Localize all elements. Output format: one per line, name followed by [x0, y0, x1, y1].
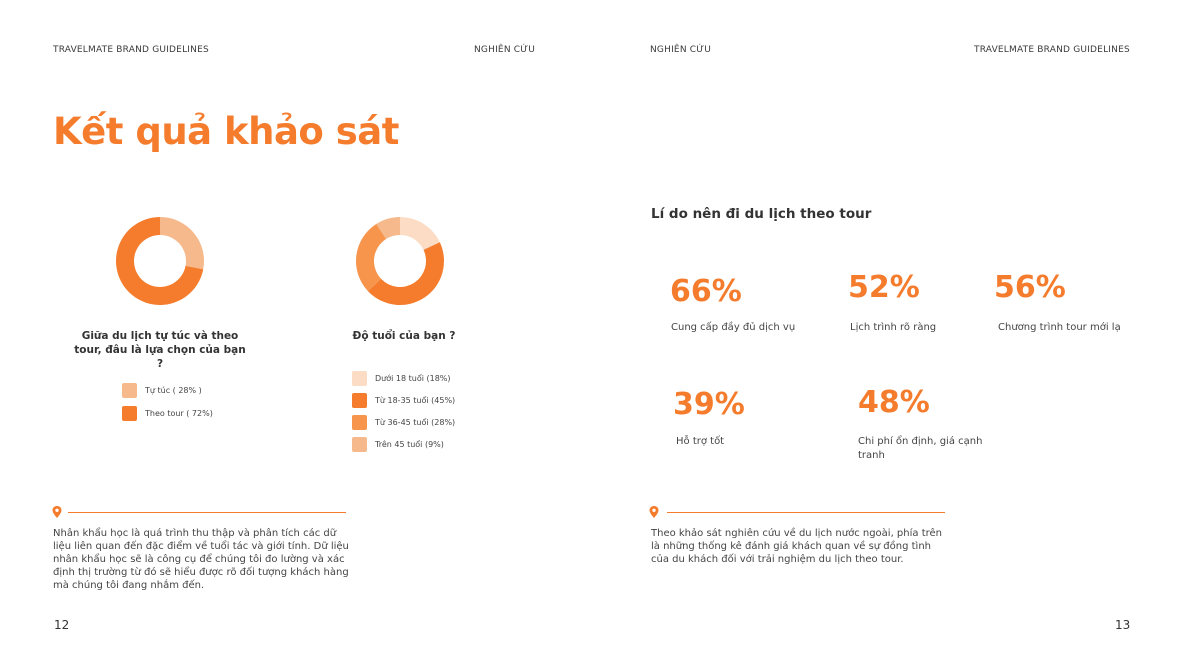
left-paragraph: Nhân khẩu học là quá trình thu thập và phân tích các dữ liệu liên quan đến đặc điểm về tuổi tác và giới tính. Dữ liệu nhân khẩu học sẽ là công cụ để chúng tôi đo lường và xác định thị trường từ đó sẽ hiểu được rõ đối tượng khách hàng mà chúng tôi đang nhắm đến. [53, 528, 349, 591]
stat-value: 52% [848, 270, 920, 305]
donut-chart-age [354, 215, 446, 307]
page-number-left: 12 [54, 618, 70, 632]
legend-swatch [352, 437, 367, 452]
legend-label: Trên 45 tuổi (9%) [375, 439, 444, 449]
stat-label: Chi phí ổn định, giá cạnh tranh [858, 436, 983, 461]
legend-label: Theo tour ( 72%) [145, 408, 213, 418]
legend-label: Từ 36-45 tuổi (28%) [375, 417, 456, 427]
stat-item [673, 387, 745, 422]
right-header-section: NGHIÊN CỨU [650, 45, 712, 55]
left-header-brand: TRAVELMATE BRAND GUIDELINES [53, 45, 209, 55]
legend-item [122, 405, 213, 421]
location-pin-icon [647, 505, 661, 519]
donut-slice-1 [368, 242, 444, 305]
stat-value: 66% [670, 274, 742, 309]
right-header-brand: TRAVELMATE BRAND GUIDELINES [974, 45, 1130, 55]
donut-chart-tour-choice [114, 215, 206, 307]
legend-label: Từ 18-35 tuổi (45%) [375, 395, 456, 405]
legend-item [352, 414, 455, 430]
stat-value: 39% [673, 387, 745, 422]
donut-slice-0 [400, 217, 440, 250]
right-subtitle: Lí do nên đi du lịch theo tour [651, 206, 872, 222]
chart1-question: Giữa du lịch tự túc và theo tour, đâu là lựa chọn của bạn ? [74, 330, 246, 370]
legend-item [122, 382, 213, 398]
legend-item [352, 392, 455, 408]
legend-swatch [352, 393, 367, 408]
legend-swatch [352, 371, 367, 386]
legend-swatch [122, 383, 137, 398]
chart2-question: Độ tuổi của bạn ? [352, 330, 456, 342]
stat-item [858, 385, 930, 420]
stat-item [848, 270, 920, 305]
legend-swatch [352, 415, 367, 430]
stat-value: 56% [994, 270, 1066, 305]
chart1-legend [122, 382, 213, 421]
legend-label: Tự túc ( 28% ) [145, 385, 202, 395]
legend-item [352, 370, 455, 386]
stat-label: Cung cấp đầy đủ dịch vụ [671, 322, 796, 333]
chart2-legend [352, 370, 455, 452]
stat-label: Hỗ trợ tốt [676, 436, 725, 447]
divider-line [667, 512, 945, 513]
right-paragraph: Theo khảo sát nghiên cứu về du lịch nước ngoài, phía trên là những thống kê đánh giá khách quan về sự đồng tình của du khách đối với trải nghiệm du lịch theo tour. [651, 528, 943, 565]
page-title: Kết quả khảo sát [53, 110, 399, 153]
left-header-section: NGHIÊN CỨU [474, 45, 536, 55]
divider-line [68, 512, 346, 513]
legend-label: Dưới 18 tuổi (18%) [375, 373, 451, 383]
stat-label: Chương trình tour mới lạ [998, 322, 1121, 333]
page-number-right: 13 [1115, 618, 1131, 632]
stat-value: 48% [858, 385, 930, 420]
stat-item [670, 274, 742, 309]
location-pin-icon [50, 505, 64, 519]
legend-swatch [122, 406, 137, 421]
stat-item [994, 270, 1066, 305]
stat-label: Lịch trình rõ ràng [850, 322, 937, 333]
donut-slice-0 [160, 217, 204, 269]
legend-item [352, 436, 455, 452]
